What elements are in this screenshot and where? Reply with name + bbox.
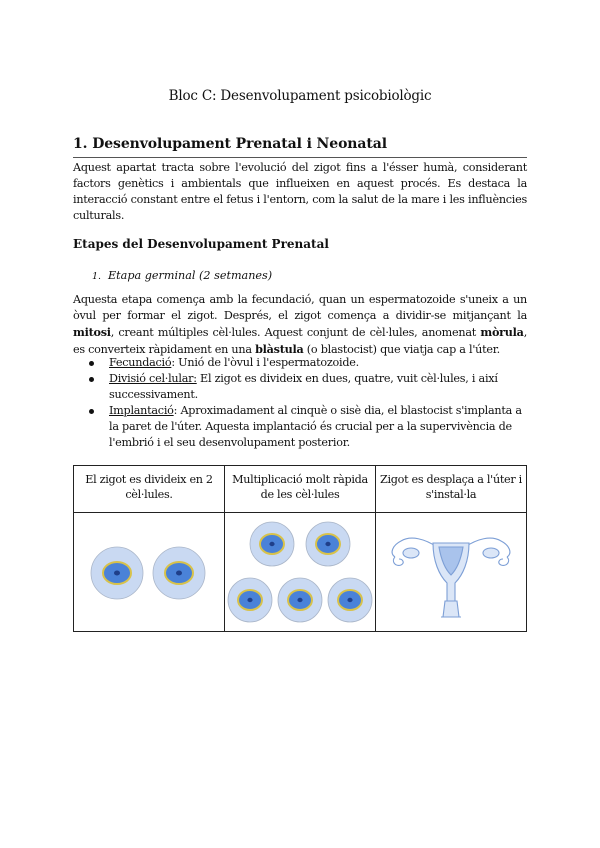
bullet-dot-icon	[89, 377, 94, 382]
bullet-term: Fecundació	[109, 356, 172, 369]
image-row	[74, 513, 527, 632]
uterus-icon	[392, 538, 510, 617]
bullet-item	[73, 403, 527, 451]
bullet-text: : Unió de l'òvul i l'espermatozoide.	[171, 356, 359, 369]
paragraph-text-1: Aquesta etapa comença amb la fecundació, quan un espermatozoide s'uneix a un òvul per formar el zigot. Després, el zigot comença a dividir-se mitjançant la	[73, 293, 527, 322]
stage-label: Etapa germinal (2 setmanes)	[108, 269, 273, 282]
stage-number: 1.	[92, 271, 102, 282]
image-cell-two-cells	[74, 513, 225, 632]
paragraph-text-4: (o blastocist) que viatja cap a l'úter.	[303, 343, 500, 356]
two-cells-illustration	[75, 517, 223, 627]
paragraph-text-2: , creant múltiples cèl·lules. Aquest conjunt de cèl·lules, anomenat	[110, 326, 481, 339]
bullet-dot-icon	[89, 361, 94, 366]
image-cell-uterus	[376, 513, 527, 632]
uterus-illustration	[381, 517, 521, 627]
cell-icon	[328, 578, 372, 622]
bullet-text: : Aproximadament al cinquè o sisè dia, el blastocist s'implanta a la paret de l'úter. Aquesta implantació és crucial per a la supervivència de l'embrió i el seu desenvolupament posterior.	[109, 404, 522, 449]
section-heading: 1. Desenvolupament Prenatal i Neonatal	[73, 136, 387, 152]
subheading: Etapes del Desenvolupament Prenatal	[73, 237, 329, 251]
cell-icon	[278, 578, 322, 622]
term-mitosi: mitosi	[73, 325, 111, 339]
illustration-table	[73, 465, 527, 632]
stage-paragraph	[73, 292, 527, 358]
cell-icon	[306, 522, 350, 566]
bullet-term: Divisió cel·lular:	[109, 372, 197, 385]
bullet-list	[73, 355, 527, 451]
stage-item	[92, 269, 272, 282]
caption-cell: Multiplicació molt ràpida de les cèl·lules	[225, 466, 376, 513]
bullet-term: Implantació	[109, 404, 174, 417]
intro-paragraph: Aquest apartat tracta sobre l'evolució del zigot fins a l'ésser humà, considerant factors genètics i ambientals que influeixen en aquest procés. Es destaca la interacció constant entre el fetus i l'entorn, com la salut de la mare i les influències culturals.	[73, 161, 527, 222]
bullet-item	[73, 371, 527, 403]
document-title: Bloc C: Desenvolupament psicobiològic	[168, 88, 432, 104]
cell-icon	[153, 547, 205, 599]
heading-rule	[73, 157, 527, 158]
term-blastula: blàstula	[255, 342, 304, 356]
multiple-cells-illustration	[226, 514, 374, 630]
bullet-item	[73, 355, 527, 371]
bullet-text: El zigot es divideix en dues, quatre, vuit cèl·lules, i així successivament.	[109, 372, 498, 401]
cell-icon	[250, 522, 294, 566]
caption-cell: Zigot es desplaça a l'úter i s'instal·la	[376, 466, 527, 513]
paragraph-text-3: , es converteix ràpidament en una	[73, 326, 527, 356]
caption-cell: El zigot es divideix en 2 cèl·lules.	[74, 466, 225, 513]
caption-row	[74, 466, 527, 513]
bullet-dot-icon	[89, 409, 94, 414]
image-cell-many-cells	[225, 513, 376, 632]
term-morula: mòrula	[480, 325, 524, 339]
cell-icon	[228, 578, 272, 622]
cell-icon	[91, 547, 143, 599]
